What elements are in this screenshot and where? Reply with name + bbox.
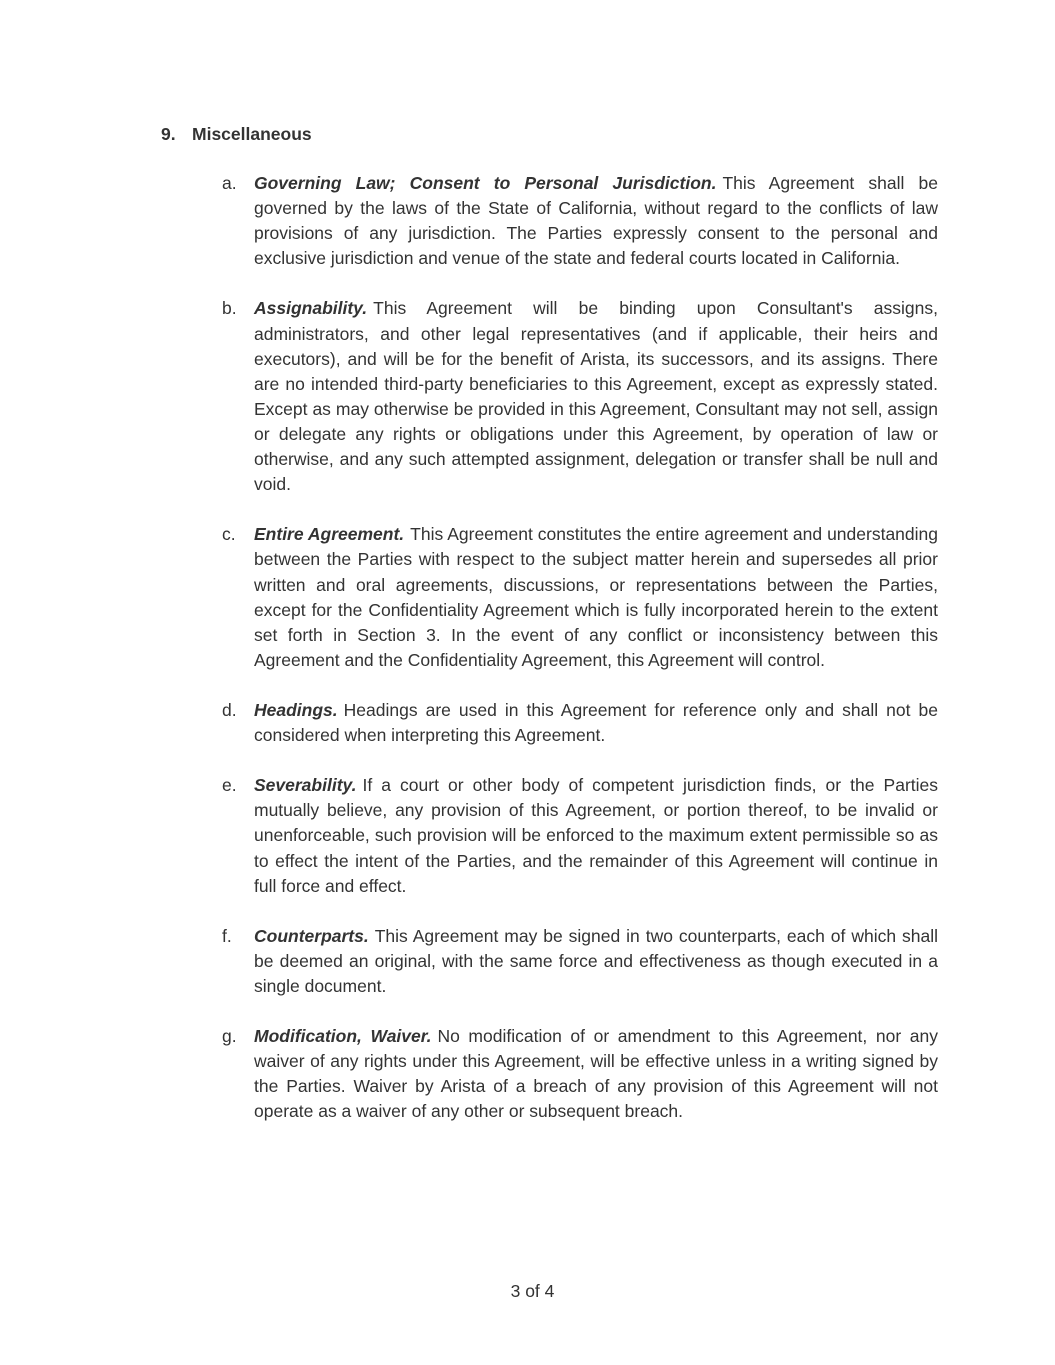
clause-text: If a court or other body of competent jurisdiction finds, or the Parties mutually believe, any provision of this Agreement, or portion thereof, to be invalid or unenforceable, such provision will be enforced to the maximum extent permissible so as to effect the intent of the Parties, and the remainder of this Agreement will continue in full force and effect. — [254, 775, 938, 896]
clause-body — [254, 522, 938, 673]
clause-title: Severability. — [254, 775, 357, 796]
clause-body — [254, 698, 938, 748]
section-number: 9. — [161, 124, 176, 144]
clause-c — [222, 522, 938, 673]
clause-title: Entire Agreement. — [254, 524, 405, 545]
clause-letter: f. — [222, 925, 232, 946]
clause-b — [222, 296, 938, 497]
clause-g — [222, 1024, 938, 1124]
clause-title: Counterparts. — [254, 925, 369, 946]
section-heading — [161, 124, 312, 145]
clause-text: This Agreement shall be governed by the laws of the State of California, without regard to the conflicts of law provisions of any jurisdiction. The Parties expressly consent to the personal and exclusive jurisdiction and venue of the state and federal courts located in California. — [254, 173, 938, 269]
clause-letter: b. — [222, 298, 237, 319]
clause-text: This Agreement constitutes the entire agreement and understanding between the Parties with respect to the subject matter herein and supersedes all prior written and oral agreements, discussions, or representations between the Parties, except for the Confidentiality Agreement which is fully incorporated herein to the extent set forth in Section 3. In the event of any conflict or inconsistency between this Agreement and the Confidentiality Agreement, this Agreement will control. — [254, 524, 938, 670]
clause-d — [222, 698, 938, 748]
clause-title: Modification, Waiver. — [254, 1026, 432, 1047]
clause-body — [254, 773, 938, 898]
section-title: Miscellaneous — [192, 124, 312, 144]
clause-letter: e. — [222, 775, 237, 796]
clause-body — [254, 924, 938, 999]
clause-letter: c. — [222, 524, 236, 545]
clause-title: Headings. — [254, 699, 338, 720]
clause-text: Headings are used in this Agreement for reference only and shall not be considered when interpreting this Agreement. — [254, 699, 938, 746]
clause-text: This Agreement may be signed in two counterparts, each of which shall be deemed an original, with the same force and effectiveness as though executed in a single document. — [254, 925, 938, 996]
clause-title: Assignability. — [254, 298, 368, 319]
clause-body — [254, 1024, 938, 1124]
clause-text: This Agreement will be binding upon Consultant's assigns, administrators, and other legal representatives (and if applicable, their heirs and executors), and will be for the benefit of Arista, its successors, and its assigns. There are no intended third-party beneficiaries to this Agreement, except as expressly stated. Except as may otherwise be provided in this Agreement, Consultant may not sell, assign or delegate any rights or obligations under this Agreement, by operation of law or otherwise, and any such attempted assignment, delegation or transfer shall be null and void. — [254, 298, 938, 495]
clause-letter: a. — [222, 173, 237, 193]
clause-f — [222, 924, 938, 999]
page-number: 3 of 4 — [510, 1281, 555, 1301]
clause-letter: d. — [222, 699, 237, 720]
clause-list — [222, 171, 938, 1150]
clause-body — [254, 296, 938, 497]
clause-a — [222, 171, 938, 271]
clause-letter: g. — [222, 1026, 237, 1047]
clause-body — [254, 171, 938, 271]
clause-e — [222, 773, 938, 898]
clause-title: Governing Law; Consent to Personal Jurisdiction. — [254, 173, 717, 193]
clause-text: No modification of or amendment to this Agreement, nor any waiver of any rights under this Agreement, will be effective unless in a writing signed by the Parties. Waiver by Arista of a breach of any provision of this Agreement will not operate as a waiver of any other or subsequent breach. — [254, 1026, 938, 1122]
